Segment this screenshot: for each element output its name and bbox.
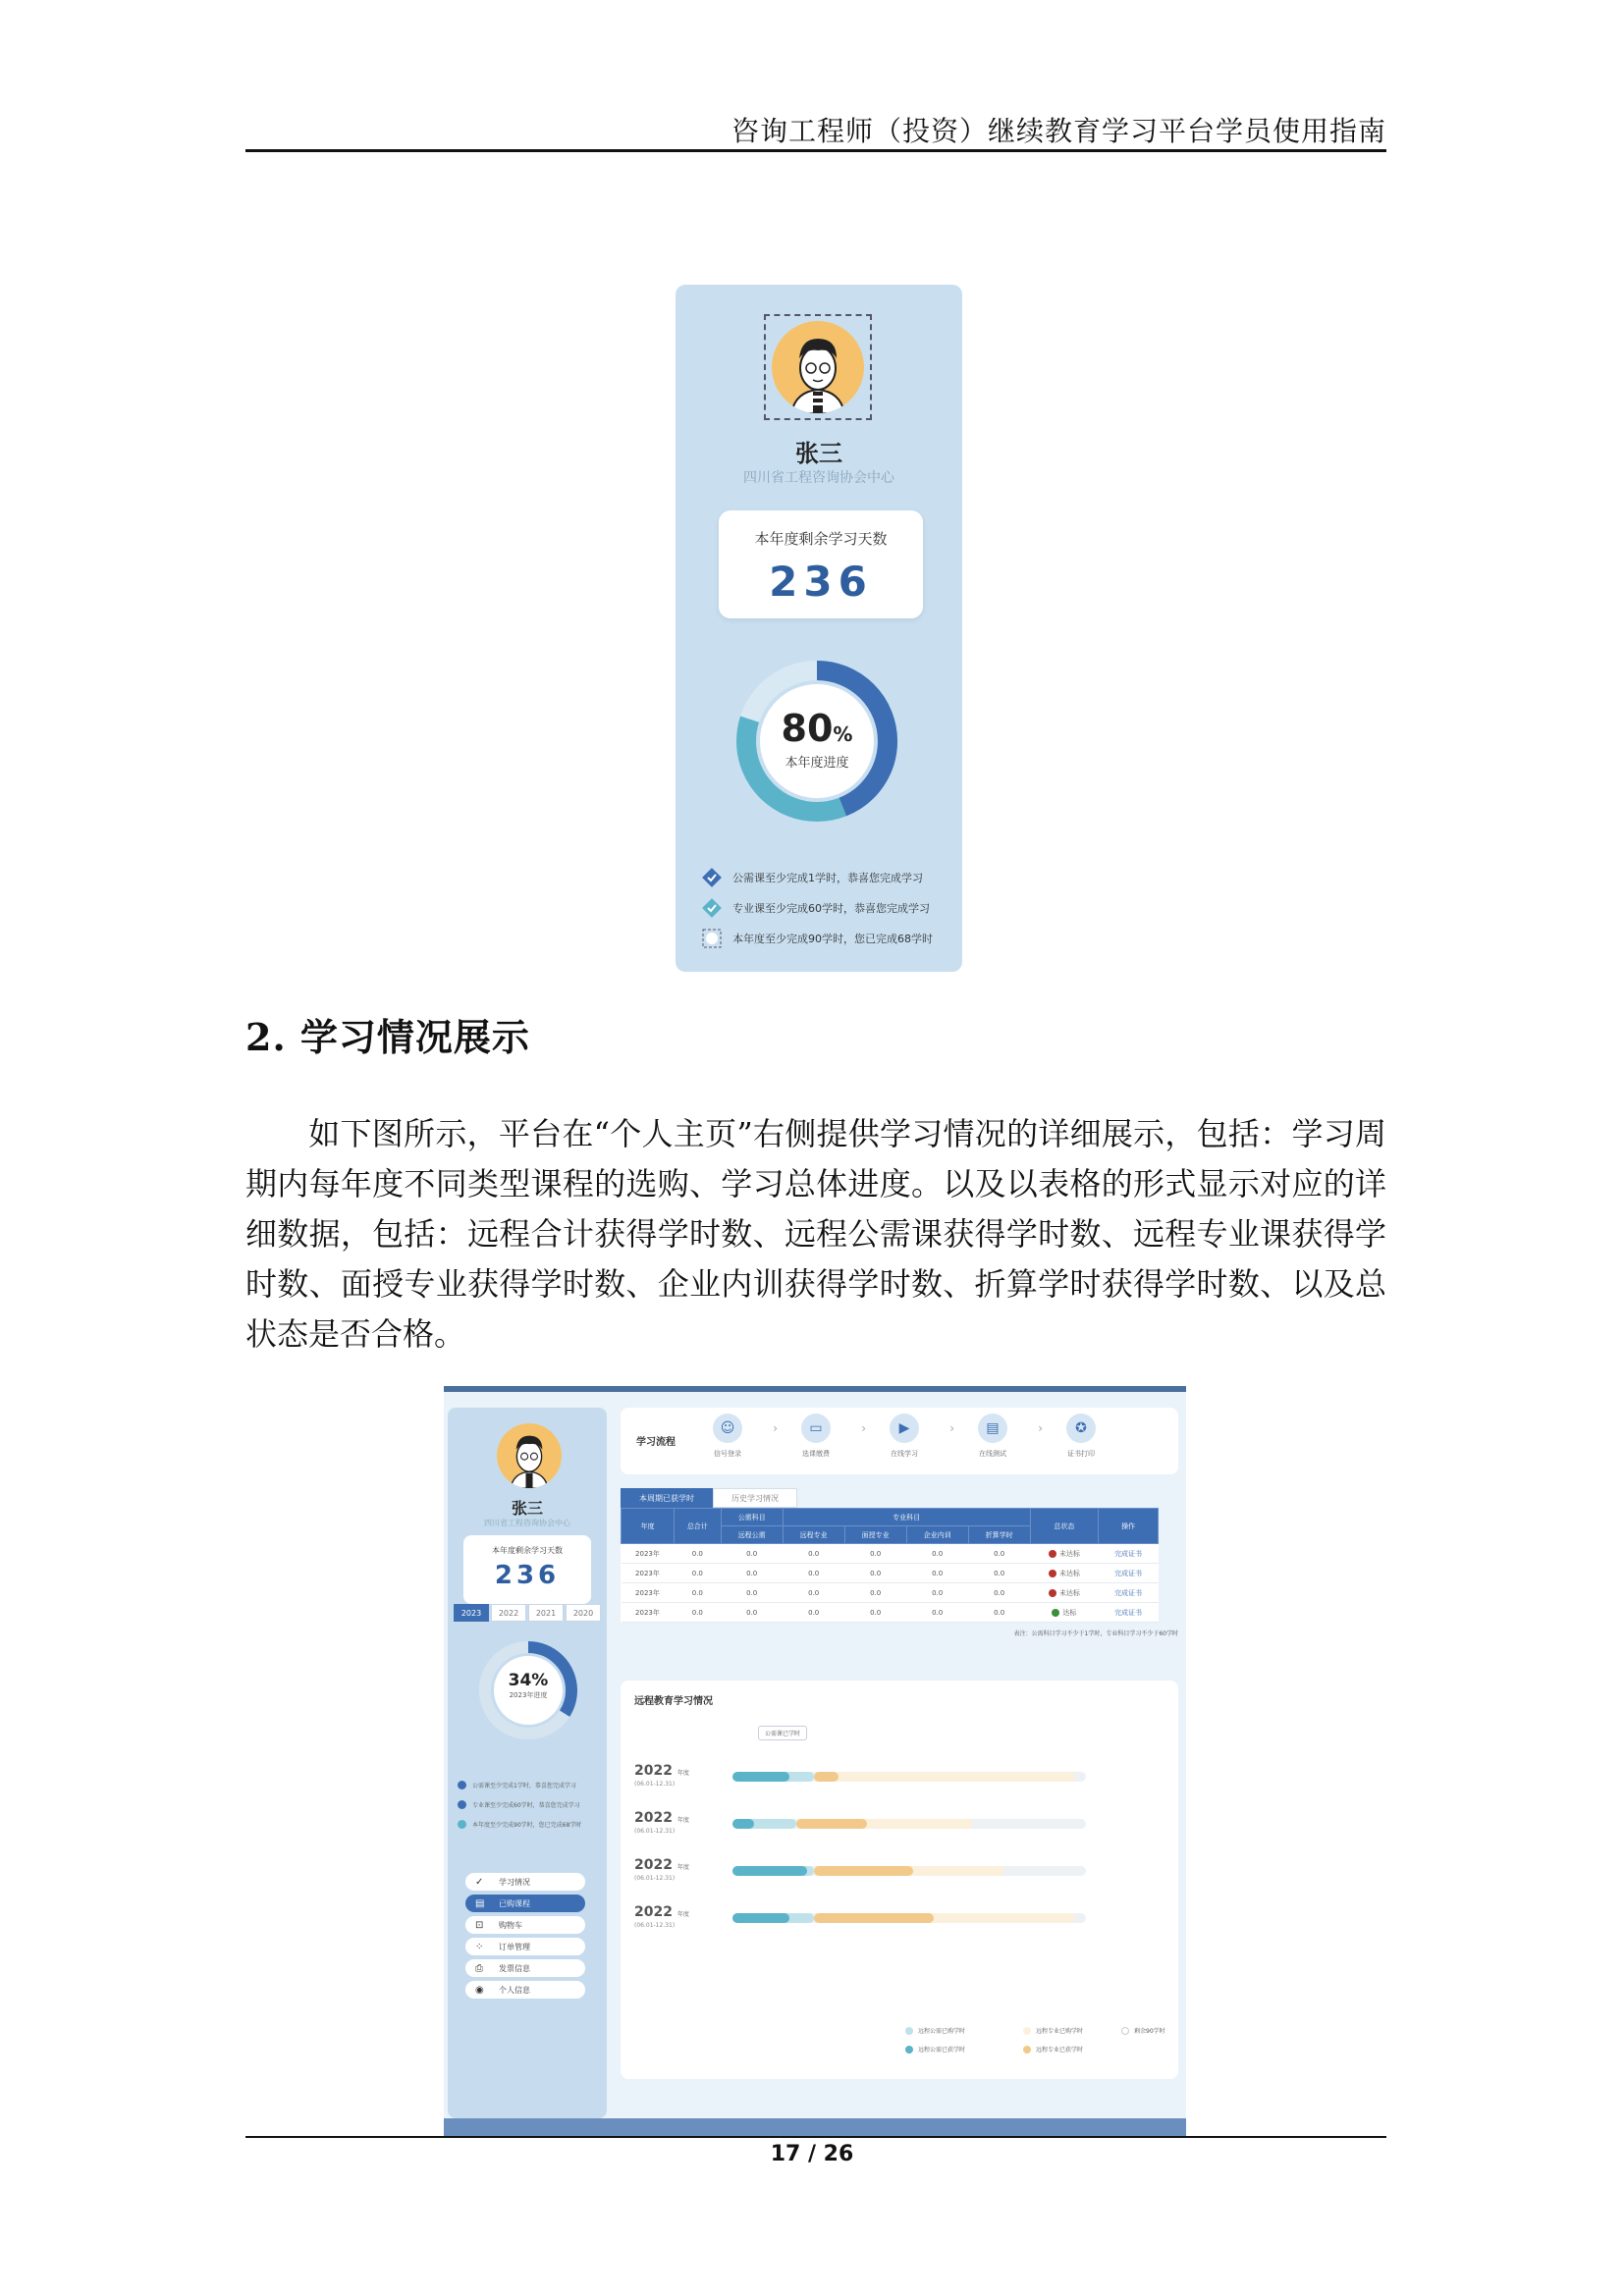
status-cell: 未达标 xyxy=(1030,1544,1099,1564)
sidebar-item-cart[interactable]: ⊡ 购物车 xyxy=(465,1916,585,1934)
table-cell: 0.0 xyxy=(674,1564,721,1583)
table-cell: 0.0 xyxy=(721,1544,783,1564)
certificate-icon: ✪ xyxy=(1066,1414,1096,1443)
check-icon: ✓ xyxy=(475,1876,484,1888)
table-cell: 0.0 xyxy=(783,1583,844,1603)
invoice-icon: ⎙ xyxy=(475,1962,483,1974)
hours-table-body xyxy=(622,1544,1159,1623)
col-group-header: 公需科目 xyxy=(721,1509,783,1526)
col-header: 年度 xyxy=(622,1509,675,1544)
avatar-selection-box[interactable] xyxy=(764,314,872,420)
progress-range: (06.01-12.31) xyxy=(634,1922,676,1929)
table-cell: 2023年 xyxy=(622,1603,675,1623)
col-header: 总合计 xyxy=(674,1509,721,1544)
col-group-header: 专业科目 xyxy=(783,1509,1030,1526)
sidebar-menu xyxy=(465,1873,585,2002)
user-name: 张三 xyxy=(511,1499,543,1518)
grid-icon: ⁘ xyxy=(475,1941,484,1952)
table-cell: 0.0 xyxy=(968,1544,1030,1564)
table-cell: 0.0 xyxy=(674,1583,721,1603)
login-icon: ☺ xyxy=(713,1414,742,1443)
dashboard-bottombar xyxy=(444,2118,1186,2136)
status-cell: 未达标 xyxy=(1030,1583,1099,1603)
table-cell: 0.0 xyxy=(844,1603,906,1623)
sidebar-item-purchased-courses[interactable]: ▤ 已购课程 xyxy=(465,1895,585,1912)
table-cell: 0.0 xyxy=(783,1603,844,1623)
requirement-item: 专业课至少完成60学时，恭喜您完成学习 xyxy=(458,1794,581,1814)
col-header: 远程公需 xyxy=(721,1526,783,1544)
progress-tooltip: 公需课已学时 xyxy=(758,1726,807,1740)
table-row xyxy=(622,1603,1159,1623)
table-cell: 0.0 xyxy=(968,1564,1030,1583)
progress-track xyxy=(732,1913,1086,1923)
flow-step[interactable]: ▭ 选课缴费 › xyxy=(772,1414,860,1459)
pro-bought-bar xyxy=(814,1772,1075,1782)
table-cell: 0.0 xyxy=(844,1564,906,1583)
dashboard-topbar xyxy=(444,1386,1186,1392)
progress-row xyxy=(634,1904,1145,1951)
progress-range: (06.01-12.31) xyxy=(634,1781,676,1788)
requirement-text: 专业课至少完成60学时，恭喜您完成学习 xyxy=(732,901,930,915)
check-pending-icon xyxy=(701,928,723,949)
pro-done-bar xyxy=(814,1866,913,1876)
progress-year: 2022 年度 xyxy=(634,1857,689,1873)
flow-step[interactable]: ▶ 在线学习 › xyxy=(860,1414,948,1459)
progress-range: (06.01-12.31) xyxy=(634,1828,676,1835)
action-link[interactable]: 完成证书 xyxy=(1099,1544,1159,1564)
remaining-days-card xyxy=(463,1535,591,1604)
action-link[interactable]: 完成证书 xyxy=(1099,1564,1159,1583)
table-cell: 0.0 xyxy=(844,1583,906,1603)
user-org: 四川省工程咨询协会中心 xyxy=(743,470,894,486)
table-tabs xyxy=(621,1488,1178,1508)
year-tab-2023[interactable]: 2023 xyxy=(454,1604,489,1622)
table-cell: 0.0 xyxy=(674,1603,721,1623)
flow-step[interactable]: ☺ 信号登录 › xyxy=(683,1414,772,1459)
table-cell: 0.0 xyxy=(906,1583,968,1603)
cart-icon: ⊡ xyxy=(475,1919,484,1931)
header-rule xyxy=(245,149,1386,152)
table-cell: 0.0 xyxy=(968,1603,1030,1623)
table-note: 表注：公需科目学习不少于1学时，专业科目学习不少于60学时 xyxy=(1013,1630,1178,1637)
dashboard-figure xyxy=(444,1386,1186,2136)
action-link[interactable]: 完成证书 xyxy=(1099,1583,1159,1603)
avatar xyxy=(772,321,864,413)
legend-item: 远程专业已购学时 xyxy=(1023,2026,1121,2035)
requirement-list xyxy=(458,1775,581,1834)
table-cell: 0.0 xyxy=(906,1544,968,1564)
requirement-text: 公需课至少完成1学时，恭喜您完成学习 xyxy=(732,871,923,884)
header-title: 咨询工程师（投资）继续教育学习平台学员使用指南 xyxy=(731,115,1386,147)
pro-done-bar xyxy=(814,1913,934,1923)
remaining-days-value: 236 xyxy=(769,558,873,606)
table-cell: 0.0 xyxy=(721,1603,783,1623)
pro-done-bar xyxy=(814,1772,839,1782)
table-cell: 0.0 xyxy=(844,1544,906,1564)
progress-center xyxy=(473,1671,583,1700)
progress-percent: 34% xyxy=(508,1671,549,1690)
footer-rule xyxy=(245,2136,1386,2138)
table-cell: 2023年 xyxy=(622,1564,675,1583)
requirement-item: 公需课至少完成1学时，恭喜您完成学习 xyxy=(458,1775,581,1794)
tab-current-cycle[interactable]: 本周期已获学时 xyxy=(621,1488,713,1508)
remaining-days-label: 本年度剩余学习天数 xyxy=(754,530,888,548)
requirement-item xyxy=(701,923,933,953)
table-row xyxy=(622,1583,1159,1603)
remote-progress-title: 远程教育学习情况 xyxy=(634,1696,713,1707)
progress-track xyxy=(732,1819,1086,1829)
progress-row xyxy=(634,1810,1145,1857)
folder-icon: ▤ xyxy=(475,1897,485,1909)
fail-icon xyxy=(1049,1570,1056,1577)
user-org: 四川省工程咨询协会中心 xyxy=(484,1519,570,1527)
table-cell: 0.0 xyxy=(721,1564,783,1583)
status-cell: 未达标 xyxy=(1030,1564,1099,1583)
table-cell: 0.0 xyxy=(968,1583,1030,1603)
progress-legend xyxy=(905,2026,1186,2054)
col-header: 操作 xyxy=(1099,1509,1159,1544)
flow-step[interactable]: ✪ 证书打印 xyxy=(1037,1414,1125,1459)
fail-icon xyxy=(1049,1550,1056,1558)
hours-table xyxy=(621,1508,1159,1623)
fail-icon xyxy=(1049,1589,1056,1597)
remaining-days-label: 本年度剩余学习天数 xyxy=(492,1546,563,1555)
pro-done-bar xyxy=(796,1819,867,1829)
col-header: 企业内训 xyxy=(906,1526,968,1544)
sidebar-item-study-status[interactable]: ✓ 学习情况 xyxy=(465,1873,585,1891)
col-header: 面授专业 xyxy=(844,1526,906,1544)
progress-row xyxy=(634,1763,1145,1810)
progress-track xyxy=(732,1866,1086,1876)
table-cell: 0.0 xyxy=(783,1544,844,1564)
check-done-icon xyxy=(701,867,723,888)
sidebar-item-orders[interactable]: ⁘ 订单管理 xyxy=(465,1938,585,1955)
col-header: 远程专业 xyxy=(783,1526,844,1544)
public-done-bar xyxy=(732,1819,754,1829)
chevron-right-icon: › xyxy=(949,1421,954,1435)
progress-percent: 80% xyxy=(781,707,853,750)
requirement-item xyxy=(701,862,933,892)
remote-progress-card xyxy=(621,1681,1178,2079)
hours-table-card xyxy=(621,1488,1178,1665)
progress-label: 本年度进度 xyxy=(785,756,849,771)
table-cell: 0.0 xyxy=(906,1603,968,1623)
public-done-bar xyxy=(732,1913,789,1923)
table-cell: 2023年 xyxy=(622,1544,675,1564)
body-paragraph: 如下图所示，平台在“个人主页”右侧提供学习情况的详细展示，包括：学习周期内每年度不同类型课程的选购、学习总体进度。以及以表格的形式显示对应的详细数据，包括：远程合计获得学时数、远程公需课获得学时数、远程专业课获得学时数、面授专业获得学时数、企业内训获得学时数、折算学时获得学时数、以及总状态是否合格。 xyxy=(245,1115,1386,1353)
play-icon: ▶ xyxy=(890,1414,919,1443)
status-cell: 达标 xyxy=(1030,1603,1099,1623)
progress-center xyxy=(729,707,905,771)
year-tabs xyxy=(454,1604,601,1622)
requirement-item: 本年度至少完成90学时，您已完成68学时 xyxy=(458,1814,581,1834)
page-number: 17 / 26 xyxy=(770,2142,854,2166)
table-cell: 0.0 xyxy=(674,1544,721,1564)
year-tab-2022[interactable]: 2022 xyxy=(491,1604,526,1622)
user-name: 张三 xyxy=(795,440,842,467)
table-cell: 0.0 xyxy=(783,1564,844,1583)
dashboard-sidebar xyxy=(448,1408,607,2118)
sidebar-item-invoice[interactable]: ⎙ 发票信息 xyxy=(465,1959,585,1977)
flow-title: 学习流程 xyxy=(636,1437,676,1448)
check-done-icon xyxy=(458,1781,466,1789)
check-done-icon xyxy=(701,897,723,919)
table-row xyxy=(622,1564,1159,1583)
table-row xyxy=(622,1544,1159,1564)
legend-item: 远程公需已购学时 xyxy=(905,2026,1023,2035)
col-header: 折算学时 xyxy=(968,1526,1030,1544)
flow-steps xyxy=(683,1414,1125,1459)
public-done-bar xyxy=(732,1772,789,1782)
public-done-bar xyxy=(732,1866,807,1876)
year-tab-2021[interactable]: 2021 xyxy=(528,1604,564,1622)
user-icon: ◉ xyxy=(475,1984,484,1996)
test-icon: ▤ xyxy=(978,1414,1007,1443)
col-header: 总状态 xyxy=(1030,1509,1099,1544)
progress-track xyxy=(732,1772,1086,1782)
table-cell: 0.0 xyxy=(906,1564,968,1583)
progress-range: (06.01-12.31) xyxy=(634,1875,676,1882)
year-tab-2020[interactable]: 2020 xyxy=(566,1604,601,1622)
pass-icon xyxy=(1052,1609,1059,1617)
flow-step[interactable]: ▤ 在线测试 › xyxy=(948,1414,1037,1459)
study-flow-card xyxy=(621,1408,1178,1474)
legend-item: 远程专业已获学时 xyxy=(1023,2045,1121,2054)
remaining-days-card xyxy=(719,510,923,618)
progress-year: 2022 年度 xyxy=(634,1810,689,1826)
profile-card-figure xyxy=(676,285,962,972)
tab-history[interactable]: 历史学习情况 xyxy=(713,1488,797,1508)
check-done-icon xyxy=(458,1820,466,1829)
table-cell: 0.0 xyxy=(721,1583,783,1603)
section-heading: 2. 学习情况展示 xyxy=(245,1015,530,1059)
sidebar-item-profile[interactable]: ◉ 个人信息 xyxy=(465,1981,585,1999)
requirement-item xyxy=(701,892,933,923)
action-link[interactable]: 完成证书 xyxy=(1099,1603,1159,1623)
avatar xyxy=(497,1423,562,1488)
progress-row xyxy=(634,1857,1145,1904)
progress-year: 2022 年度 xyxy=(634,1763,689,1779)
progress-year: 2022 年度 xyxy=(634,1904,689,1920)
payment-icon: ▭ xyxy=(801,1414,831,1443)
table-cell: 2023年 xyxy=(622,1583,675,1603)
legend-item: 远程公需已获学时 xyxy=(905,2045,1023,2054)
legend-item: 剩余90学时 xyxy=(1121,2026,1186,2035)
requirement-text: 本年度至少完成90学时，您已完成68学时 xyxy=(732,932,933,945)
chevron-right-icon: › xyxy=(773,1421,778,1435)
chevron-right-icon: › xyxy=(861,1421,866,1435)
progress-rows xyxy=(634,1763,1145,1951)
remaining-days-value: 236 xyxy=(494,1561,561,1590)
requirement-list xyxy=(701,862,933,953)
progress-label: 2023年进度 xyxy=(509,1691,548,1699)
chevron-right-icon: › xyxy=(1038,1421,1043,1435)
check-done-icon xyxy=(458,1800,466,1809)
